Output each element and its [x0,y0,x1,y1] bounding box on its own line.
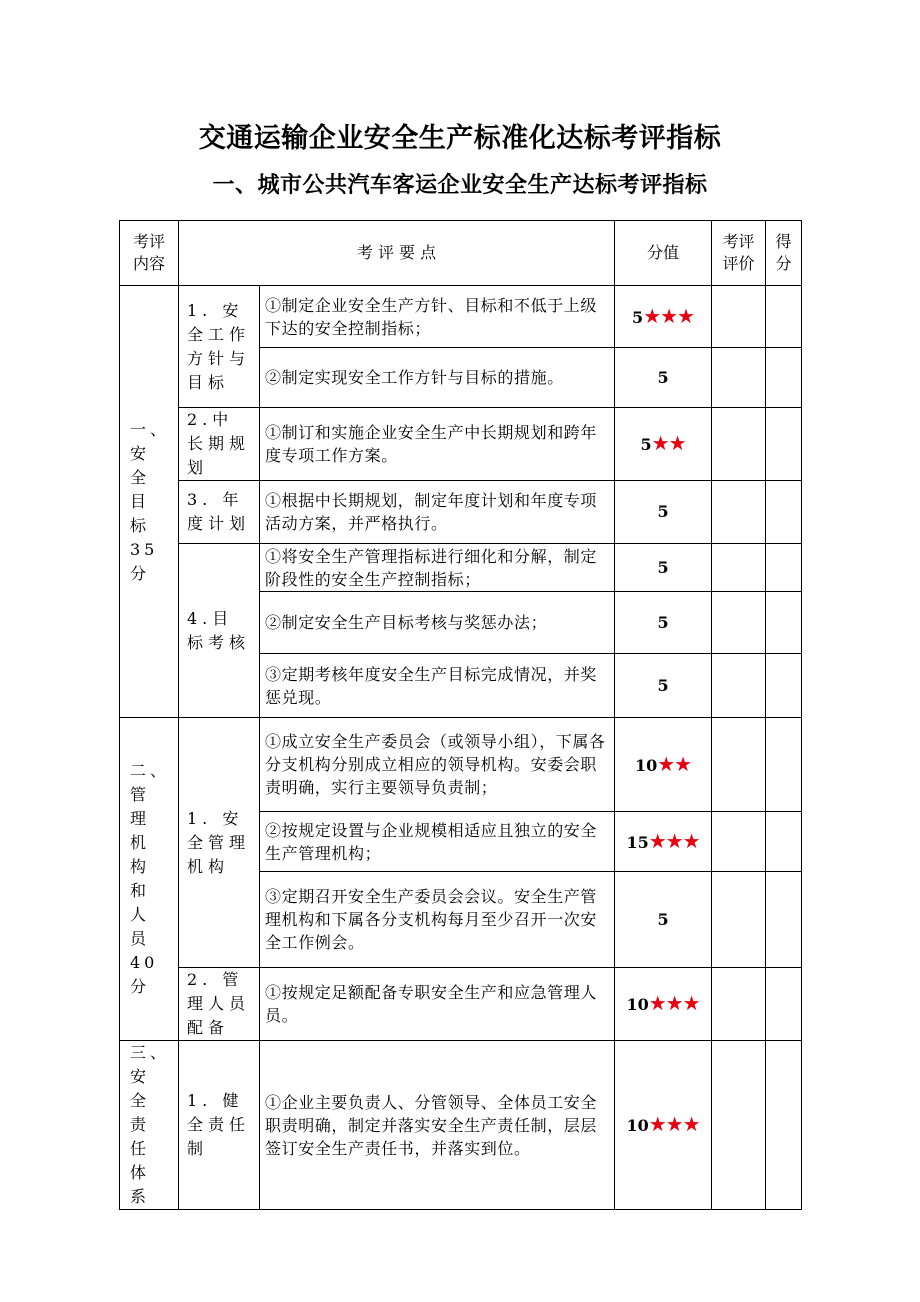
score-cell [615,968,712,1041]
group-label: 3. 年度计划 [179,481,260,544]
group-label: 1. 健全责任制 [179,1041,260,1210]
got-score-cell[interactable] [766,872,802,968]
star-rating-icon: ★★★ [648,828,700,853]
score-cell [615,408,712,481]
criterion-text: ①按规定足额配备专职安全生产和应急管理人员。 [260,968,615,1041]
got-score-cell[interactable] [766,481,802,544]
evaluation-cell[interactable] [712,592,766,654]
star-rating-icon: ★★★ [643,303,694,328]
score-cell [615,812,712,872]
criterion-text: ①根据中长期规划，制定年度计划和年度专项活动方案，并严格执行。 [260,481,615,544]
header-got: 得分 [766,221,802,286]
header-evaluation: 考评评价 [712,221,766,286]
score-value: 10 [626,995,649,1014]
criterion-text: ①成立安全生产委员会（或领导小组），下属各分支机构分别成立相应的领导机构。安委会职责明确，实行主要领导负责制； [260,718,615,812]
header-content: 考评内容 [120,221,179,286]
score-cell [615,348,712,408]
score-value: 5 [640,435,652,454]
score-cell [615,1041,712,1210]
table-row [120,544,802,592]
table-header-row [120,221,802,286]
score-value: 5 [657,367,669,387]
evaluation-cell[interactable] [712,968,766,1041]
table-row [120,481,802,544]
got-score-cell[interactable] [766,1041,802,1210]
score-cell [615,544,712,592]
criterion-text: ②制定安全生产目标考核与奖惩办法； [260,592,615,654]
table-row [120,286,802,348]
criterion-text: ①企业主要负责人、分管领导、全体员工安全职责明确，制定并落实安全生产责任制，层层签订安全生产责任书，并落实到位。 [260,1041,615,1210]
score-value: 5 [657,675,669,695]
section-label: 一、安全目标35分 [120,286,179,718]
star-rating-icon: ★★★ [648,1112,700,1136]
document-title: 交通运输企业安全生产标准化达标考评指标 [198,123,722,154]
group-label: 1. 安全工作方针与目标 [179,286,260,408]
table-row [120,718,802,812]
evaluation-cell[interactable] [712,544,766,592]
document-subtitle: 一、城市公共汽车客运企业安全生产达标考评指标 [212,173,708,198]
got-score-cell[interactable] [766,544,802,592]
got-score-cell[interactable] [766,654,802,718]
star-rating-icon: ★★ [651,431,686,455]
header-score: 分值 [615,221,712,286]
score-value: 10 [626,1116,649,1135]
table-row [120,968,802,1041]
header-points: 考 评 要 点 [179,221,615,286]
score-value: 5 [657,502,669,521]
criterion-text: ①将安全生产管理指标进行细化和分解，制定阶段性的安全生产控制指标； [260,544,615,592]
score-cell [615,718,712,812]
star-rating-icon: ★★★ [648,991,700,1015]
evaluation-table [119,220,802,1210]
score-value: 5 [632,307,644,327]
score-cell [615,481,712,544]
table-row [120,1041,802,1210]
group-label: 4.目标考核 [179,544,260,718]
score-value: 15 [626,832,649,852]
evaluation-cell[interactable] [712,348,766,408]
got-score-cell[interactable] [766,592,802,654]
criterion-text: ③定期考核年度安全生产目标完成情况，并奖惩兑现。 [260,654,615,718]
star-rating-icon: ★★ [657,751,692,776]
group-label: 2.中长期规划 [179,408,260,481]
score-cell [615,654,712,718]
criterion-text: ②按规定设置与企业规模相适应且独立的安全生产管理机构； [260,812,615,872]
score-value: 5 [657,557,669,577]
group-label: 1. 安全管理机构 [179,718,260,968]
score-cell [615,872,712,968]
criterion-text: ①制定企业安全生产方针、目标和不低于上级下达的安全控制指标； [260,286,615,348]
got-score-cell[interactable] [766,968,802,1041]
score-cell [615,286,712,348]
group-label: 2. 管理人员配备 [179,968,260,1041]
evaluation-cell[interactable] [712,286,766,348]
evaluation-cell[interactable] [712,872,766,968]
got-score-cell[interactable] [766,408,802,481]
score-cell [615,592,712,654]
score-value: 10 [634,755,658,775]
got-score-cell[interactable] [766,718,802,812]
score-value: 5 [657,909,669,929]
got-score-cell[interactable] [766,812,802,872]
section-label: 二、管理机构和人员40分 [120,718,179,1041]
score-value: 5 [657,612,669,632]
table-row [120,408,802,481]
criterion-text: ①制订和实施企业安全生产中长期规划和跨年度专项工作方案。 [260,408,615,481]
got-score-cell[interactable] [766,348,802,408]
section-label: 三、安全责任体系 [120,1041,179,1210]
criterion-text: ③定期召开安全生产委员会会议。安全生产管理机构和下属各分支机构每月至少召开一次安全工作例会。 [260,872,615,968]
evaluation-cell[interactable] [712,408,766,481]
evaluation-cell[interactable] [712,718,766,812]
got-score-cell[interactable] [766,286,802,348]
evaluation-cell[interactable] [712,1041,766,1210]
evaluation-cell[interactable] [712,481,766,544]
evaluation-cell[interactable] [712,812,766,872]
evaluation-cell[interactable] [712,654,766,718]
criterion-text: ②制定实现安全工作方针与目标的措施。 [260,348,615,408]
